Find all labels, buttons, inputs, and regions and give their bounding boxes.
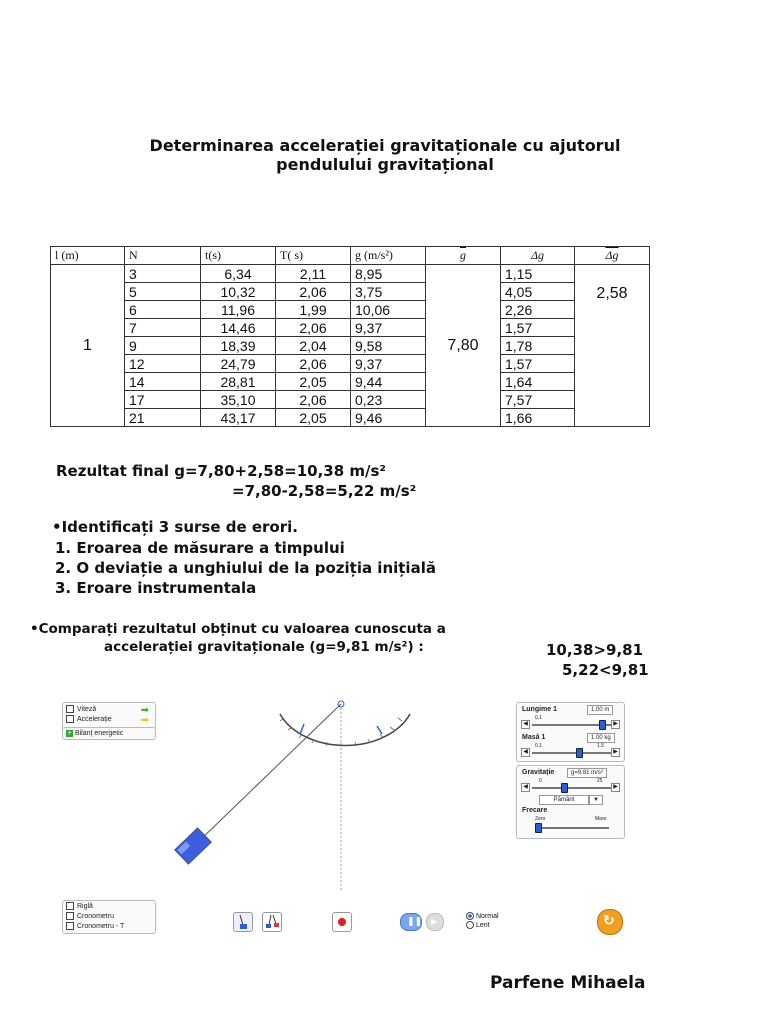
n-cell: 17: [125, 391, 201, 409]
pendulum-svg: [160, 690, 480, 890]
length-slider-thumb[interactable]: [599, 720, 606, 730]
table-row: [51, 355, 650, 373]
delta-g-cell: 2,26: [501, 301, 575, 319]
plus-icon: +: [67, 729, 72, 737]
acceleration-option[interactable]: [66, 715, 152, 725]
result-line-2: =7,80-2,58=5,22 m/s²: [232, 482, 417, 500]
period-cell: 2,04: [276, 337, 351, 355]
period-timer-checkbox[interactable]: [66, 922, 74, 930]
friction-slider-thumb[interactable]: [535, 823, 542, 833]
period-cell: 2,06: [276, 355, 351, 373]
gravity-friction-panel: [516, 765, 625, 839]
mass-value: 1.00 kg: [587, 733, 615, 743]
n-cell: 3: [125, 265, 201, 283]
delta-g-cell: 1,78: [501, 337, 575, 355]
radio-icon[interactable]: [466, 921, 474, 929]
time-cell: 11,96: [201, 301, 276, 319]
time-cell: 18,39: [201, 337, 276, 355]
time-cell: 35,10: [201, 391, 276, 409]
title-line-2: pendulului gravitațional: [276, 155, 494, 174]
table-row: [51, 283, 650, 301]
friction-slider[interactable]: [537, 827, 609, 829]
energy-button[interactable]: [62, 727, 156, 740]
step-button[interactable]: [426, 913, 444, 931]
table-row: [51, 373, 650, 391]
table-row: [51, 265, 650, 283]
result-line-1: Rezultat final g=7,80+2,58=10,38 m/s²: [56, 462, 386, 480]
stopwatch-label: Cronometru: [77, 913, 114, 920]
header-delta-g: Δg: [501, 247, 575, 265]
period-timer-label: Cronometru - T: [77, 923, 125, 930]
speed-options: [466, 912, 499, 930]
friction-min: Zero: [535, 816, 546, 822]
n-cell: 9: [125, 337, 201, 355]
angle-marker-right: [377, 726, 382, 734]
length-increase-button[interactable]: ▶: [611, 720, 620, 729]
delta-g-cell: 1,64: [501, 373, 575, 391]
n-cell: 21: [125, 409, 201, 427]
delta-g-cell: 1,57: [501, 355, 575, 373]
tools-panel: [62, 900, 156, 934]
velocity-option[interactable]: [66, 705, 152, 715]
velocity-checkbox[interactable]: [66, 705, 74, 713]
gravity-max: 25: [597, 778, 603, 784]
error-item: 1. Eroarea de măsurare a timpului: [55, 539, 345, 557]
table-row: [51, 337, 650, 355]
acceleration-checkbox[interactable]: [66, 715, 74, 723]
delta-g-mean-cell: [575, 265, 650, 427]
compare-line-2: accelerației gravitaționale (g=9,81 m/s²) :: [104, 639, 424, 655]
mass-increase-button[interactable]: ▶: [611, 748, 620, 757]
speed-normal-label: Normal: [476, 913, 499, 920]
period-cell: 2,06: [276, 319, 351, 337]
pendulum-rod: [196, 704, 341, 844]
table-row: [51, 301, 650, 319]
period-cell: 2,06: [276, 283, 351, 301]
period-timer-option[interactable]: [66, 922, 152, 932]
green-arrow-icon: ➡: [140, 705, 149, 716]
header-period: T( s): [276, 247, 351, 265]
table-row: [51, 391, 650, 409]
ruler-checkbox[interactable]: [66, 902, 74, 910]
length-mass-panel: [516, 702, 625, 762]
error-item: 2. O deviație a unghiului de la poziția inițială: [55, 559, 436, 577]
protractor-arc: [280, 714, 410, 745]
g-cell: 8,95: [351, 265, 426, 283]
speed-normal-option[interactable]: [466, 912, 499, 921]
g-cell: 9,58: [351, 337, 426, 355]
table-row: [51, 409, 650, 427]
friction-max: Mare: [595, 816, 607, 822]
mass-slider[interactable]: [532, 752, 612, 754]
gravity-slider-thumb[interactable]: [561, 783, 568, 793]
time-cell: 10,32: [201, 283, 276, 301]
radio-selected-icon[interactable]: [466, 912, 474, 920]
gravity-slider[interactable]: [532, 787, 612, 789]
pendulum-bob[interactable]: [175, 828, 212, 865]
length-cell: 1: [51, 265, 125, 427]
velocity-label: Viteză: [77, 706, 97, 713]
acceleration-label: Accelerație: [77, 716, 112, 723]
compare-result-2: 5,22<9,81: [562, 661, 649, 679]
g-cell: 9,37: [351, 319, 426, 337]
n-cell: 5: [125, 283, 201, 301]
gravity-decrease-button[interactable]: ◀: [521, 783, 530, 792]
ruler-label: Riglă: [77, 903, 93, 910]
stopwatch-checkbox[interactable]: [66, 912, 74, 920]
header-length: l (m): [51, 247, 125, 265]
one-pendulum-button[interactable]: [233, 912, 253, 932]
gravity-label: Gravitație: [522, 769, 555, 776]
speed-slow-label: Lent: [476, 922, 490, 929]
header-n: N: [125, 247, 201, 265]
stopwatch-option[interactable]: [66, 912, 152, 922]
g-cell: 9,44: [351, 373, 426, 391]
g-cell: 0,23: [351, 391, 426, 409]
n-cell: 12: [125, 355, 201, 373]
gravity-min: 0: [539, 778, 542, 784]
reset-button[interactable]: [597, 909, 623, 935]
mass-max: 1.5: [597, 743, 604, 749]
planet-select[interactable]: Pământ: [539, 795, 589, 805]
gravity-increase-button[interactable]: ▶: [611, 783, 620, 792]
length-label: Lungime 1: [522, 706, 558, 713]
header-delta-g-mean: $\overline{\Delta g}$: [575, 247, 650, 265]
delta-g-cell: 4,05: [501, 283, 575, 301]
length-decrease-button[interactable]: ◀: [521, 720, 530, 729]
g-cell: 9,46: [351, 409, 426, 427]
page-title: [60, 136, 710, 174]
length-value: 1.00 m: [587, 705, 613, 715]
period-cell: 2,05: [276, 373, 351, 391]
two-pendulums-button[interactable]: [262, 912, 282, 932]
delta-g-cell: 1,57: [501, 319, 575, 337]
friction-label: Frecare: [522, 807, 548, 814]
g-mean-cell: 7,80: [426, 265, 501, 427]
time-cell: 6,34: [201, 265, 276, 283]
reset-icon: ↻: [603, 913, 615, 929]
error-item: 3. Eroare instrumentala: [55, 579, 257, 597]
table-header-row: [51, 247, 650, 265]
n-cell: 6: [125, 301, 201, 319]
table-row: [51, 319, 650, 337]
period-cell: 2,05: [276, 409, 351, 427]
time-cell: 28,81: [201, 373, 276, 391]
errors-heading: •Identificați 3 surse de erori.: [52, 518, 298, 536]
period-cell: 2,11: [276, 265, 351, 283]
mass-min: 0.1: [535, 743, 542, 749]
yellow-arrow-icon: ➡: [140, 715, 149, 726]
time-cell: 43,17: [201, 409, 276, 427]
title-line-1: Determinarea accelerației gravitaționale cu ajutorul: [149, 136, 621, 155]
mass-label: Masă 1: [522, 734, 546, 741]
header-g-mean: $\overline{g}$: [426, 247, 501, 265]
length-min: 0.1: [535, 715, 542, 721]
delta-g-mean-value: 2,58: [596, 285, 628, 302]
g-cell: 10,06: [351, 301, 426, 319]
gravity-value: g=9.81 m/s²: [567, 768, 607, 778]
pendulum-icon: [234, 913, 252, 931]
compare-line-1: •Comparați rezultatul obținut cu valoarea cunoscuta a: [30, 621, 446, 637]
header-time: t(s): [201, 247, 276, 265]
author-name: Parfene Mihaela: [490, 973, 646, 993]
n-cell: 14: [125, 373, 201, 391]
mass-slider-thumb[interactable]: [576, 748, 583, 758]
period-cell: 2,06: [276, 391, 351, 409]
delta-g-cell: 7,57: [501, 391, 575, 409]
measurement-table: [50, 246, 650, 427]
time-cell: 24,79: [201, 355, 276, 373]
delta-g-cell: 1,15: [501, 265, 575, 283]
g-cell: 3,75: [351, 283, 426, 301]
step-icon: ▶: [431, 917, 438, 926]
speed-slow-option[interactable]: [466, 921, 499, 930]
angle-marker-left: [300, 724, 304, 734]
record-button[interactable]: [332, 912, 352, 932]
delta-g-cell: 1,66: [501, 409, 575, 427]
pause-button[interactable]: [400, 913, 422, 931]
vector-options-panel: [62, 702, 156, 730]
g-cell: 9,37: [351, 355, 426, 373]
energy-button-label: Bilanț energetic: [74, 730, 124, 737]
record-icon: [338, 918, 346, 926]
header-g: g (m/s²): [351, 247, 426, 265]
period-cell: 1,99: [276, 301, 351, 319]
pause-icon: ❚❚: [407, 917, 423, 927]
two-pendulums-icon: [263, 913, 281, 931]
time-cell: 14,46: [201, 319, 276, 337]
chevron-down-icon[interactable]: ▼: [589, 795, 603, 805]
ruler-option[interactable]: [66, 902, 152, 912]
pendulum-simulation: [0, 690, 768, 950]
mass-decrease-button[interactable]: ◀: [521, 748, 530, 757]
n-cell: 7: [125, 319, 201, 337]
compare-result-1: 10,38>9,81: [546, 641, 644, 659]
